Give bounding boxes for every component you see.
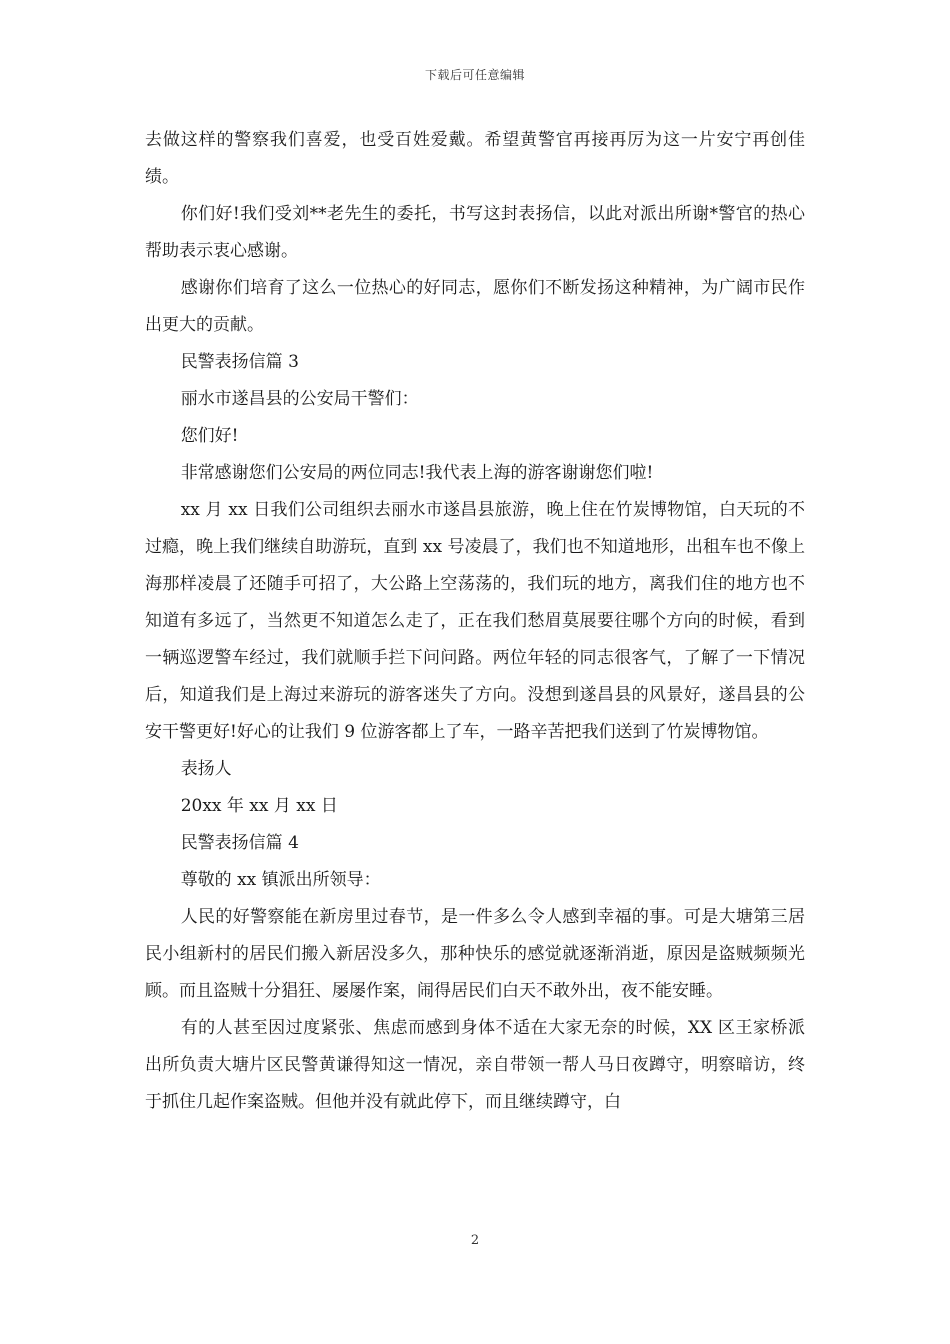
paragraph: 去做这样的警察我们喜爱，也受百姓爱戴。希望黄警官再接再厉为这一片安宁再创佳绩。 (145, 130, 805, 187)
paragraph: 民警表扬信篇 3 (180, 352, 299, 372)
page-header: 下载后可任意编辑 (424, 68, 525, 82)
paragraph: 丽水市遂昌县的公安局干警们： (180, 389, 419, 409)
paragraph: 非常感谢您们公安局的两位同志!我代表上海的游客谢谢您们啦! (180, 463, 654, 483)
paragraph: 民警表扬信篇 4 (180, 833, 299, 853)
paragraph: 你们好!我们受刘**老先生的委托，书写这封表扬信，以此对派出所谢*警官的热心帮助表示衷心感谢。 (145, 204, 805, 261)
paragraph: 表扬人 (180, 759, 232, 779)
paragraph: 您们好! (180, 426, 239, 446)
paragraph: 感谢你们培育了这么一位热心的好同志，愿你们不断发扬这种精神，为广阔市民作出更大的贡献。 (145, 278, 805, 335)
paragraph: 20xx 年 xx 月 xx 日 (180, 796, 338, 816)
page-number: 2 (470, 1233, 480, 1248)
paragraph: xx 月 xx 日我们公司组织去丽水市遂昌县旅游，晚上住在竹炭博物馆，白天玩的不过瘾，晚上我们继续自助游玩，直到 xx 号凌晨了，我们也不知道地形，出租车也不像上海那样凌晨了还随手可招了，大公路上空荡荡的，我们玩的地方，离我们住的地方也不知道有多远了，当然更不知道怎么走了，正在我们愁眉莫展要往哪个方向的时候，看到一辆巡逻警车经过，我们就顺手拦下问问路。两位年轻的同志很客气，了解了一下情况后，知道我们是上海过来游玩的游客迷失了方向。没想到遂昌县的风景好，遂昌县的公安干警更好!好心的让我们 9 位游客都上了车，一路辛苦把我们送到了竹炭博物馆。 (145, 500, 805, 742)
document-body (145, 122, 805, 1121)
paragraph: 人民的好警察能在新房里过春节，是一件多么令人感到幸福的事。可是大塘第三居民小组新村的居民们搬入新居没多久，那种快乐的感觉就逐渐消逝，原因是盗贼频频光顾。而且盗贼十分猖狂、屡屡作案，闹得居民们白天不敢外出，夜不能安睡。 (145, 907, 805, 1001)
paragraph: 尊敬的 xx 镇派出所领导： (180, 870, 381, 890)
paragraph: 有的人甚至因过度紧张、焦虑而感到身体不适在大家无奈的时候，XX 区王家桥派出所负责大塘片区民警黄谦得知这一情况，亲自带领一帮人马日夜蹲守，明察暗访，终于抓住几起作案盗贼。但他并没有就此停下，而且继续蹲守，白 (145, 1018, 805, 1112)
